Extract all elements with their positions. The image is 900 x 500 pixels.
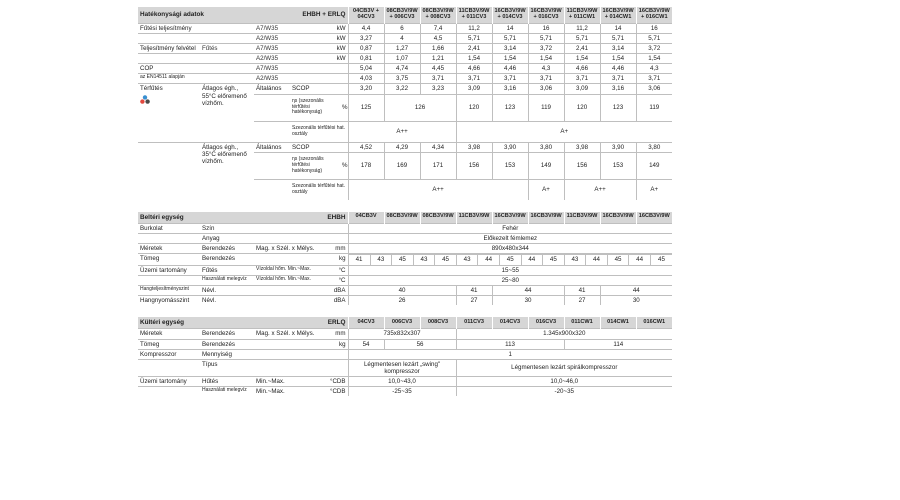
table-row xyxy=(138,265,672,275)
table-row xyxy=(138,377,672,387)
efficiency-header-row xyxy=(138,7,672,23)
cell-value: 153 xyxy=(492,152,528,179)
cell-value: 156 xyxy=(456,152,492,179)
cell-value: 3,71 xyxy=(456,74,492,84)
row-label: Hangteljesítményszint xyxy=(138,285,200,295)
row-sublabel: Min.~Max. xyxy=(254,377,318,387)
table-row xyxy=(138,254,672,265)
row-condition: A2/W35 xyxy=(254,54,290,64)
efficiency-series-label: EHBH + ERLQ xyxy=(254,7,348,23)
row-sublabel: Berendezés xyxy=(200,254,318,265)
cell-value: 1,54 xyxy=(564,54,600,64)
cell-value: 3,27 xyxy=(348,33,384,43)
indoor-series-label: EHBH xyxy=(254,212,348,224)
cell-value: A+ xyxy=(528,179,564,200)
row-sublabel: Fűtés xyxy=(200,265,254,275)
model-header: 014CW1 xyxy=(600,317,636,329)
cell-value: 153 xyxy=(600,152,636,179)
efficiency-label: ηs (szezonális térfűtési hatékonyság) xyxy=(290,152,340,179)
row-sublabel: Min.~Max. xyxy=(254,387,318,397)
row-unit: % xyxy=(340,94,348,121)
cell-value: 41 xyxy=(564,285,600,295)
cell-value: 41 xyxy=(456,285,492,295)
model-header: 16CB3V/9W xyxy=(600,212,636,224)
cell-value: 26 xyxy=(348,295,456,305)
model-header: 16CB3V/9W xyxy=(528,212,564,224)
cell-value: 4,3 xyxy=(636,64,672,74)
climate-label: Átlagos égh., 55°C előremenő vízhőm. xyxy=(200,84,254,142)
row-label: Tömeg xyxy=(138,339,200,349)
row-label: Tömeg xyxy=(138,254,200,265)
row-sublabel: Berendezés xyxy=(200,244,254,254)
row-sublabel: Névl. xyxy=(200,285,318,295)
cell-value: 54 xyxy=(348,339,384,349)
cell-value: 44 xyxy=(492,285,564,295)
row-sublabel: Berendezés xyxy=(200,329,254,339)
row-label: Teljesítmény felvétel xyxy=(138,43,200,53)
cell-value: 16 xyxy=(528,23,564,33)
model-header: 16CB3V/9W + 016CW1 xyxy=(636,7,672,23)
model-header: 008CV3 xyxy=(420,317,456,329)
heating-fan-icon xyxy=(140,95,150,105)
cell-value: 44 xyxy=(521,255,543,265)
table-row xyxy=(138,84,672,94)
cell-value: 1,54 xyxy=(528,54,564,64)
cell-value: 30 xyxy=(600,295,672,305)
cell-value: 120 xyxy=(564,94,600,121)
cell-value: 113 xyxy=(456,339,564,349)
cell-value: 1,54 xyxy=(492,54,528,64)
cell-value: Előkezelt fémlemez xyxy=(348,234,672,244)
cell-value: 4,52 xyxy=(348,142,384,152)
cell-value: 43 xyxy=(370,255,392,265)
model-header: 04CB3V + 04CV3 xyxy=(348,7,384,23)
outdoor-unit-table xyxy=(138,317,672,396)
cell-value: 44 xyxy=(629,255,651,265)
cell-value: 43 xyxy=(564,255,586,265)
model-header: 014CV3 xyxy=(492,317,528,329)
table-row xyxy=(138,285,672,295)
row-sublabel: Használati melegvíz xyxy=(200,275,254,285)
cell-value: 169 xyxy=(384,152,420,179)
row-unit: kW xyxy=(290,33,348,43)
row-unit: °CDB xyxy=(318,387,348,397)
cell-value: 0,87 xyxy=(348,43,384,53)
cell-value: 16 xyxy=(636,23,672,33)
efficiency-table xyxy=(138,7,672,200)
cell-value: 30 xyxy=(492,295,564,305)
row-unit: °C xyxy=(318,275,348,285)
cell-value: 45 xyxy=(392,255,414,265)
cell-value: Fehér xyxy=(348,224,672,234)
cell-value: 5,04 xyxy=(348,64,384,74)
cell-value: 3,98 xyxy=(564,142,600,152)
row-condition: A7/W35 xyxy=(254,64,290,74)
model-header: 08CB3V/9W + 008CV3 xyxy=(420,7,456,23)
cell-value: 3,90 xyxy=(600,142,636,152)
indoor-header-row xyxy=(138,212,672,224)
cell-value: 890x480x344 xyxy=(348,244,672,254)
cell-value: 149 xyxy=(636,152,672,179)
cell-value: 2,41 xyxy=(456,43,492,53)
outdoor-series-label: ERLQ xyxy=(254,317,348,329)
cell-value: 3,71 xyxy=(636,74,672,84)
model-header: 016CW1 xyxy=(636,317,672,329)
model-header: 16CB3V/9W xyxy=(492,212,528,224)
space-heating-label xyxy=(138,84,200,142)
cell-value: 43 xyxy=(456,255,478,265)
cell-value: 45 xyxy=(607,255,629,265)
cell-value: A+ xyxy=(636,179,672,200)
row-unit: kW xyxy=(290,23,348,33)
cell-value: A+ xyxy=(456,121,672,142)
cell-value: 45 xyxy=(543,255,565,265)
table-row xyxy=(138,359,672,376)
cell-value: 1,21 xyxy=(420,54,456,64)
cell-value: 1,07 xyxy=(384,54,420,64)
cell-value: 14 xyxy=(492,23,528,33)
cell-value: 171 xyxy=(420,152,456,179)
row-unit: kg xyxy=(318,339,348,349)
model-header: 11CB3V/9W xyxy=(564,212,600,224)
row-condition: A2/W35 xyxy=(254,74,290,84)
row-sublabel: Vízoldal hőm. Min.~Max. xyxy=(254,265,318,275)
cell-value: 14 xyxy=(600,23,636,33)
cell-value: 7,4 xyxy=(420,23,456,33)
cell-value: 43 xyxy=(413,255,435,265)
cell-value: 4,66 xyxy=(456,64,492,74)
cell-value: 3,71 xyxy=(564,74,600,84)
model-header: 011CW1 xyxy=(564,317,600,329)
cell-value: 3,71 xyxy=(600,74,636,84)
row-sublabel: Szín xyxy=(200,224,348,234)
efficiency-title: Hatékonysági adatok xyxy=(138,7,254,23)
row-unit: dBA xyxy=(318,295,348,305)
row-condition: A7/W35 xyxy=(254,23,290,33)
cell-value: A++ xyxy=(564,179,636,200)
cell-value: 3,72 xyxy=(636,43,672,53)
model-header: 04CV3 xyxy=(348,317,384,329)
cell-value: 4,03 xyxy=(348,74,384,84)
table-row xyxy=(138,23,672,33)
row-label: Üzemi tartomány xyxy=(138,265,200,275)
cell-value: A++ xyxy=(348,179,528,200)
row-sublabel: Mennyiség xyxy=(200,349,348,359)
cell-value: 3,98 xyxy=(456,142,492,152)
cell-value: 3,71 xyxy=(420,74,456,84)
efficiency-label: ηs (szezonális térfűtési hatékonyság) xyxy=(290,94,340,121)
row-label: Kompresszor xyxy=(138,349,200,359)
row-label xyxy=(138,54,254,64)
table-row xyxy=(138,349,672,359)
row-unit: °CDB xyxy=(318,377,348,387)
cell-value: 1,27 xyxy=(384,43,420,53)
model-header: 011CV3 xyxy=(456,317,492,329)
row-unit: kg xyxy=(318,254,348,265)
table-row xyxy=(138,33,672,43)
model-header: 11CB3V/9W + 011CW1 xyxy=(564,7,600,23)
row-label: Burkolat xyxy=(138,224,200,234)
cell-value: 114 xyxy=(564,339,672,349)
row-label: Üzemi tartomány xyxy=(138,377,200,387)
cell-value: 45 xyxy=(435,255,457,265)
row-sublabel: Berendezés xyxy=(200,339,318,349)
cell-value: 5,71 xyxy=(528,33,564,43)
cell-value: 10,0~46,0 xyxy=(456,377,672,387)
model-header: 16CB3V/9W + 014CW1 xyxy=(600,7,636,23)
spec-sheet xyxy=(138,7,672,396)
cell-value: 11,2 xyxy=(564,23,600,33)
cell-value: 1 xyxy=(348,349,672,359)
cell-value: 1.345x900x320 xyxy=(456,329,672,339)
model-header: 016CV3 xyxy=(528,317,564,329)
weight-cells xyxy=(348,254,672,265)
cell-value: A++ xyxy=(348,121,456,142)
cell-value: 25~80 xyxy=(348,275,672,285)
class-label: Szezonális térfűtési hat. osztály xyxy=(290,179,348,200)
row-label: Méretek xyxy=(138,329,200,339)
cell-value: 1,66 xyxy=(420,43,456,53)
table-row xyxy=(138,74,672,84)
row-unit xyxy=(290,64,348,74)
table-row xyxy=(138,234,672,244)
model-header: 08CB3V/9W xyxy=(420,212,456,224)
cell-value: 120 xyxy=(456,94,492,121)
space-heating-title: Térfűtés xyxy=(140,85,163,93)
outdoor-header-row xyxy=(138,317,672,329)
scop-label: SCOP xyxy=(290,142,348,152)
model-header: 08CB3V/9W xyxy=(384,212,420,224)
row-sublabel: Használati melegvíz xyxy=(200,387,254,397)
row-label: Fűtési teljesítmény xyxy=(138,23,254,33)
row-unit: kW xyxy=(290,54,348,64)
cell-value: 3,71 xyxy=(492,74,528,84)
cell-value: 3,80 xyxy=(636,142,672,152)
model-header: 16CB3V/9W xyxy=(636,212,672,224)
table-row xyxy=(138,329,672,339)
row-sublabel: Típus xyxy=(200,359,348,376)
table-row xyxy=(138,64,672,74)
row-label: COP xyxy=(138,64,254,74)
row-label xyxy=(138,275,200,285)
cell-value: 3,23 xyxy=(420,84,456,94)
cell-value: 126 xyxy=(384,94,456,121)
row-label xyxy=(138,234,200,244)
cell-value: 5,71 xyxy=(564,33,600,43)
cell-value: 5,71 xyxy=(492,33,528,43)
general-label: Általános xyxy=(254,142,290,152)
table-row xyxy=(138,224,672,234)
cell-value: 15~55 xyxy=(348,265,672,275)
cell-value: 44 xyxy=(600,285,672,295)
climate-label: Átlagos égh., 35°C előremenő vízhőm. xyxy=(200,142,254,200)
row-sublabel: Névl. xyxy=(200,295,318,305)
cell-value: 27 xyxy=(456,295,492,305)
cell-value: 4,45 xyxy=(420,64,456,74)
cell-value: 3,90 xyxy=(492,142,528,152)
class-label: Szezonális térfűtési hat. osztály xyxy=(290,121,348,142)
cell-value: 3,75 xyxy=(384,74,420,84)
row-label xyxy=(138,33,254,43)
table-row xyxy=(138,275,672,285)
cell-value: 4,34 xyxy=(420,142,456,152)
cell-value: 10,0~43,0 xyxy=(348,377,456,387)
row-sublabel: Vízoldal hőm. Min.~Max. xyxy=(254,275,318,285)
general-label: Általános xyxy=(254,84,290,94)
cell-value: 3,06 xyxy=(636,84,672,94)
cell-value: 41 xyxy=(349,255,371,265)
scop-label: SCOP xyxy=(290,84,348,94)
table-row xyxy=(138,54,672,64)
cell-value: 3,80 xyxy=(528,142,564,152)
row-unit: kW xyxy=(290,43,348,53)
cell-value: 3,72 xyxy=(528,43,564,53)
cell-value: 3,16 xyxy=(600,84,636,94)
table-row xyxy=(138,387,672,397)
cell-value: 178 xyxy=(348,152,384,179)
cell-value: 4,74 xyxy=(384,64,420,74)
cell-value: 44 xyxy=(478,255,500,265)
table-row xyxy=(138,43,672,53)
row-label: Hangnyomásszint xyxy=(138,295,200,305)
row-label xyxy=(138,387,200,397)
cell-value: 4,4 xyxy=(348,23,384,33)
model-header: 11CB3V/9W + 011CV3 xyxy=(456,7,492,23)
cell-value: 1,54 xyxy=(456,54,492,64)
row-unit: % xyxy=(340,152,348,179)
cell-value: Légmentesen lezárt „swing" kompresszor xyxy=(348,359,456,376)
cell-value: 3,71 xyxy=(528,74,564,84)
cell-value: 0,81 xyxy=(348,54,384,64)
cell-value: 5,71 xyxy=(600,33,636,43)
cell-value: 4,5 xyxy=(420,33,456,43)
cell-value: 3,14 xyxy=(600,43,636,53)
cell-value: 4,66 xyxy=(564,64,600,74)
cell-value: 27 xyxy=(564,295,600,305)
cell-value: 11,2 xyxy=(456,23,492,33)
cell-value: 4,29 xyxy=(384,142,420,152)
indoor-title: Beltéri egység xyxy=(138,212,254,224)
cell-value: 4,46 xyxy=(600,64,636,74)
cell-value: 735x832x307 xyxy=(348,329,456,339)
cell-value: 119 xyxy=(528,94,564,121)
cell-value: 3,14 xyxy=(492,43,528,53)
model-header: 16CB3V/9W + 016CV3 xyxy=(528,7,564,23)
cell-value: 125 xyxy=(348,94,384,121)
cell-value: 119 xyxy=(636,94,672,121)
indoor-unit-table xyxy=(138,212,672,305)
cell-value: 56 xyxy=(384,339,456,349)
cell-value: 123 xyxy=(492,94,528,121)
cell-value: 3,06 xyxy=(528,84,564,94)
cell-value: 3,22 xyxy=(384,84,420,94)
cell-value: -25~35 xyxy=(348,387,456,397)
cell-value: 3,09 xyxy=(564,84,600,94)
row-unit xyxy=(290,74,348,84)
row-sublabel: Hűtés xyxy=(200,377,254,387)
cell-value: 123 xyxy=(600,94,636,121)
cell-value: 4 xyxy=(384,33,420,43)
cell-value: 1,54 xyxy=(636,54,672,64)
row-unit: °C xyxy=(318,265,348,275)
row-label xyxy=(138,359,200,376)
table-row xyxy=(138,142,672,152)
cell-value: -20~35 xyxy=(456,387,672,397)
cell-value: 3,20 xyxy=(348,84,384,94)
row-unit: dBA xyxy=(318,285,348,295)
cell-value: 5,71 xyxy=(636,33,672,43)
cell-value: 40 xyxy=(348,285,456,295)
cell-value: 4,3 xyxy=(528,64,564,74)
row-condition: A2/W35 xyxy=(254,33,290,43)
cell-value: 3,16 xyxy=(492,84,528,94)
cell-value: 156 xyxy=(564,152,600,179)
model-header: 11CB3V/9W xyxy=(456,212,492,224)
cell-value: 3,09 xyxy=(456,84,492,94)
row-label: Méretek xyxy=(138,244,200,254)
row-unit: mm xyxy=(318,329,348,339)
cell-value: 149 xyxy=(528,152,564,179)
model-header: 006CV3 xyxy=(384,317,420,329)
row-unit: mm xyxy=(318,244,348,254)
cell-value: 1,54 xyxy=(600,54,636,64)
row-sublabel: Fűtés xyxy=(200,43,254,53)
cell-value: Légmentesen lezárt spirálkompresszor xyxy=(456,359,672,376)
model-header: 08CB3V/9W + 006CV3 xyxy=(384,7,420,23)
row-sublabel: Mag. x Szél. x Mélys. xyxy=(254,244,318,254)
table-row xyxy=(138,295,672,305)
cell-value: 4,46 xyxy=(492,64,528,74)
cell-value: 44 xyxy=(586,255,608,265)
model-header: 16CB3V/9W + 014CV3 xyxy=(492,7,528,23)
model-header: 04CB3V xyxy=(348,212,384,224)
cell-value: 6 xyxy=(384,23,420,33)
table-row xyxy=(138,339,672,349)
cell-value: 5,71 xyxy=(456,33,492,43)
outdoor-title: Kültéri egység xyxy=(138,317,254,329)
cell-value: 2,41 xyxy=(564,43,600,53)
cell-value: 45 xyxy=(499,255,521,265)
row-label: az EN14511 alapján xyxy=(138,74,254,84)
cell-value: 45 xyxy=(650,255,672,265)
row-condition: A7/W35 xyxy=(254,43,290,53)
row-sublabel: Anyag xyxy=(200,234,348,244)
row-sublabel: Mag. x Szél. x Mélys. xyxy=(254,329,318,339)
table-row xyxy=(138,244,672,254)
